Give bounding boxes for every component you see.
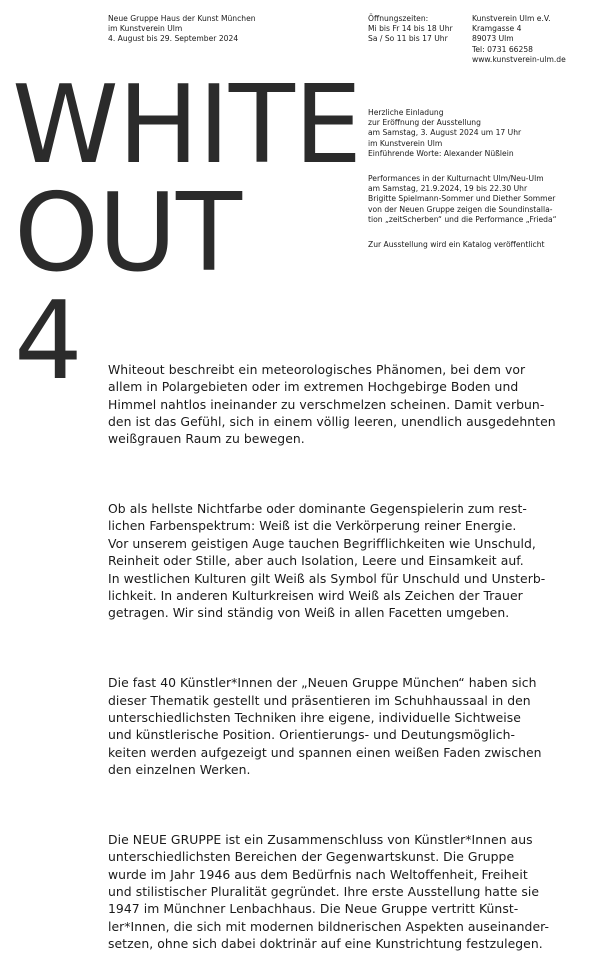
body-text xyxy=(108,326,588,970)
opening-hours: Öffnungszeiten: Mi bis Fr 14 bis 18 Uhr Sa / So 11 bis 17 Uhr xyxy=(368,14,453,44)
paragraph-white-symbolism: Ob als hellste Nichtfarbe oder dominante Gegenspielerin zum rest- lichen Farbenspektrum: Weiß ist die Verkörperung reiner Energie. Vor unserem geistigen Auge tauchen Begrifflichkeiten wie Unschuld, Reinheit oder Stille, aber auch Isolation, Leere und Einsamkeit auf. In westlichen Kulturen gilt Weiß als Symbol für Unschuld und Unsterb- lichkeit. In anderen Kulturkreisen wird Weiß als Zeichen der Trauer getragen. Wir sind ständig von Weiß in allen Facetten umgeben. xyxy=(108,501,546,621)
title-line-out: OUT xyxy=(14,171,242,296)
paragraph-whiteout: Whiteout beschreibt ein meteorologisches Phänomen, bei dem vor allem in Polargebieten oder im extremen Hochgebirge Boden und Himmel nahtlos ineinander zu verschmelzen scheinen. Damit verbun- den ist das Gefühl, sich in einem völlig leeren, unendlich ausgedehnten weißgrauen Raum zu bewegen. xyxy=(108,361,556,447)
performances-text: Performances in der Kulturnacht Ulm/Neu-Ulm am Samstag, 21.9.2024, 19 bis 22.30 Uhr Brigitte Spielmann-Sommer und Diether Sommer von der Neuen Gruppe zeigen die Soundinstalla- tion „zeitScherben“ und die Performance „Frieda“ xyxy=(368,174,557,224)
title-line-4: 4 xyxy=(14,279,82,404)
contact-address: Kunstverein Ulm e.V. Kramgasse 4 89073 Ulm Tel: 0731 66258 www.kunstverein-ulm.de xyxy=(472,14,566,64)
title-line-white: WHITE xyxy=(12,63,362,188)
invitation-text: Herzliche Einladung zur Eröffnung der Ausstellung am Samstag, 3. August 2024 um 17 Uhr im Kunstverein Ulm Einführende Worte: Alexander Nüßlein xyxy=(368,108,522,158)
venue-info: Neue Gruppe Haus der Kunst München im Kunstverein Ulm 4. August bis 29. September 2024 xyxy=(108,14,256,44)
paragraph-artists: Die fast 40 Künstler*Innen der „Neuen Gruppe München“ haben sich dieser Thematik gestellt und präsentieren im Schuhhaussaal in den unterschiedlichsten Techniken ihre eigene, individuelle Sichtweise und künstlerische Position. Orientierungs- und Deutungsmöglich- keiten werden aufgezeigt und spannen einen weißen Faden zwischen den einzelnen Werken. xyxy=(108,675,542,778)
catalog-note: Zur Ausstellung wird ein Katalog veröffentlicht xyxy=(368,240,545,249)
paragraph-neue-gruppe: Die NEUE GRUPPE ist ein Zusammenschluss von Künstler*Innen aus unterschiedlichsten Bereichen der Gegenwartskunst. Die Gruppe wurde im Jahr 1946 aus dem Bedürfnis nach Weltoffenheit, Freiheit und stilistischer Pluralität gegründet. Ihre erste Ausstellung hatte sie 1947 im Münchner Lenbachhaus. Die Neue Gruppe vertritt Künst- ler*Innen, die sich mit modernen bildnerischen Aspekten auseinander- setzen, ohne sich dabei doktrinär auf eine Kunstrichtung festzulegen. xyxy=(108,831,549,952)
